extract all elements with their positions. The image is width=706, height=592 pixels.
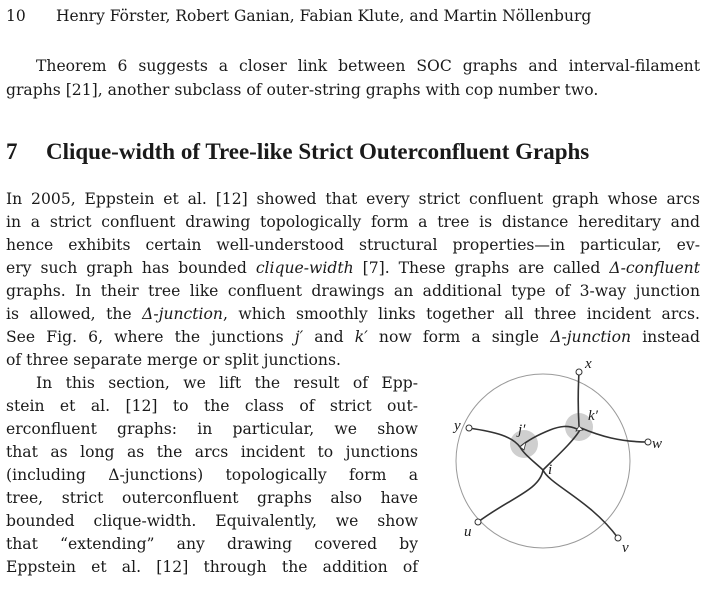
authors: Henry Förster, Robert Ganian, Fabian Klute, and Martin Nöllenburg	[56, 7, 592, 25]
arc-x-k	[578, 372, 579, 426]
p2-line-3: erconfluent graphs: in particular, we show	[6, 420, 418, 438]
p1-line-5: graphs. In their tree like confluent drawings an additional type of 3-way junction	[6, 282, 700, 300]
p1-line-8: of three separate merge or split junctions.	[6, 351, 341, 369]
p2-line-4: that as long as the arcs incident to junctions	[6, 443, 418, 461]
p2-line-7: bounded clique-width. Equivalently, we show	[6, 512, 418, 530]
vertex-y	[466, 425, 472, 431]
vertex-x	[576, 369, 582, 375]
p2-line-5: (including Δ-junctions) topologically form a	[6, 466, 418, 484]
intro-line-1: Theorem 6 suggests a closer link between SOC graphs and interval-filament	[36, 57, 700, 75]
label-i: i	[548, 462, 553, 478]
label-j-prime: j′	[518, 422, 526, 438]
p1-line-4: ery such graph has bounded clique-width [7]. These graphs are called Δ-confluent	[6, 259, 700, 277]
p1-line-1: In 2005, Eppstein et al. [12] showed that every strict confluent graph whose arcs	[6, 190, 700, 208]
running-header	[6, 7, 591, 25]
p1-line-2: in a strict confluent drawing topologically form a tree is distance hereditary and	[6, 213, 700, 231]
arc-i-u	[478, 470, 543, 522]
label-w: w	[652, 436, 663, 452]
vertex-v	[615, 535, 621, 541]
intro-line-2: graphs [21], another subclass of outer-string graphs with cop number two.	[6, 81, 599, 99]
section-heading	[6, 139, 589, 165]
vertex-u	[475, 519, 481, 525]
figure-6	[440, 350, 706, 588]
label-x: x	[585, 356, 592, 372]
label-v: v	[622, 540, 629, 556]
p2-line-9: Eppstein et al. [12] through the addition of	[6, 558, 418, 576]
p1-line-6: is allowed, the Δ-junction, which smoothly links together all three incident arcs.	[6, 305, 700, 323]
confluent-drawing	[440, 350, 706, 588]
arc-i-v	[543, 470, 618, 538]
page-number: 10	[6, 7, 26, 25]
p2-line-6: tree, strict outerconfluent graphs also have	[6, 489, 418, 507]
vertex-w	[645, 439, 651, 445]
label-u: u	[464, 524, 472, 540]
label-k-prime: k′	[588, 408, 598, 424]
section-number: 7	[6, 139, 18, 164]
section-title: Clique-width of Tree-like Strict Outerconfluent Graphs	[46, 139, 590, 164]
p1-line-3: hence exhibits certain well-understood structural properties—in particular, ev-	[6, 236, 700, 254]
p2-line-8: that “extending” any drawing covered by	[6, 535, 418, 553]
p2-line-1: In this section, we lift the result of Epp-	[36, 374, 418, 392]
label-y: y	[454, 418, 461, 434]
p2-line-2: stein et al. [12] to the class of strict out-	[6, 397, 418, 415]
p1-line-7: See Fig. 6, where the junctions j′ and k′ now form a single Δ-junction instead	[6, 328, 701, 346]
